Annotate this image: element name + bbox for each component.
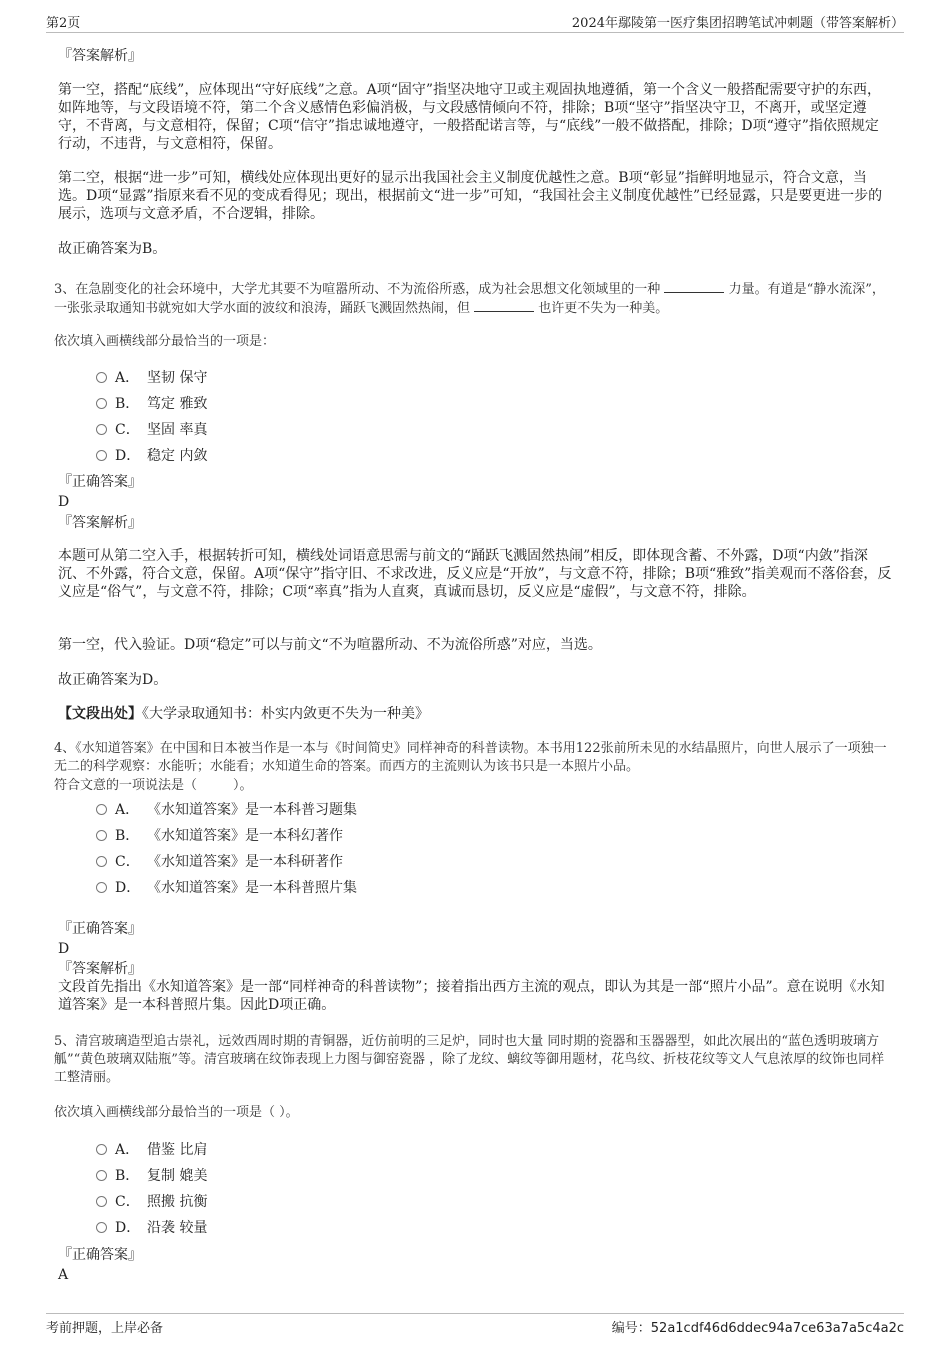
- q3-analysis-label: 『答案解析』: [58, 515, 142, 531]
- q4-prompt: 符合文意的一项说法是（ ）。: [54, 778, 253, 793]
- q3-stem: [54, 280, 894, 318]
- q3-conclusion: 故正确答案为D。: [58, 672, 168, 688]
- q3-option-b[interactable]: B． 笃定 雅致: [96, 394, 207, 414]
- q5-prompt: 依次填入画横线部分最恰当的一项是（ ）。: [54, 1105, 299, 1120]
- footer-note: 考前押题，上岸必备: [46, 1321, 164, 1336]
- radio-icon[interactable]: [96, 424, 107, 435]
- q5-option-b[interactable]: B． 复制 媲美: [96, 1166, 207, 1186]
- q3-stem-part1: 3、在急剧变化的社会环境中，大学尤其要不为喧嚣所动、不为流俗所惑，成为社会思想文化领域里的一种: [54, 282, 661, 297]
- q3-stem-part2: 力量。有道是“静水流深”，一张张录取通知书就宛如大学水面的波纹和浪涛，踊跃飞溅固然热闹，但: [54, 282, 885, 316]
- q3-answer: D: [58, 494, 70, 510]
- q3-source: [58, 705, 892, 723]
- q5-answer: A: [58, 1267, 69, 1283]
- page-header: [46, 0, 904, 33]
- q3-answer-label: 『正确答案』: [58, 474, 142, 490]
- footer-code: 编号：52a1cdf46d6ddec94a7ce63a7a5c4a2c: [611, 1321, 904, 1336]
- q3-blank-1: [664, 280, 724, 293]
- radio-icon[interactable]: [96, 856, 107, 867]
- q3-source-label: 【文段出处】: [58, 706, 142, 722]
- radio-icon[interactable]: [96, 882, 107, 893]
- q4-option-a[interactable]: A． 《水知道答案》是一本科普习题集: [96, 800, 357, 820]
- radio-icon[interactable]: [96, 1196, 107, 1207]
- q3-analysis-para1: 本题可从第二空入手，根据转折可知，横线处词语意思需与前文的“踊跃飞溅固然热闹”相反，即体现含蓄、不外露，D项“内敛”指深沉、不外露，符合文意，保留。A项“保守”指守旧、不求改进，反义应是“开放”，与文意不符，排除；B项“雅致”指美观而不落俗套，反义应是“俗气”，与文意不符，排除；C项“率真”指为人直爽，真诚而恳切，反义应是“虚假”，与文意不符，排除。: [58, 548, 892, 600]
- q3-stem-part3: 也许更不失为一种美。: [538, 301, 669, 316]
- q4-analysis: 文段首先指出《水知道答案》是一部“同样神奇的科普读物”；接着指出西方主流的观点，即认为其是一部“照片小品”。意在说明《水知道答案》是一本科普照片集。因此D项正确。: [58, 979, 885, 1013]
- q2-analysis-label: 『答案解析』: [58, 48, 142, 64]
- q4-option-b[interactable]: B． 《水知道答案》是一本科幻著作: [96, 826, 343, 846]
- q5-option-d[interactable]: D． 沿袭 较量: [96, 1218, 207, 1238]
- radio-icon[interactable]: [96, 372, 107, 383]
- page-number: 第2页: [46, 16, 81, 31]
- q4-analysis-label: 『答案解析』: [58, 961, 142, 977]
- radio-icon[interactable]: [96, 1170, 107, 1181]
- q4-option-c[interactable]: C． 《水知道答案》是一本科研著作: [96, 852, 343, 872]
- q4-answer-label: 『正确答案』: [58, 921, 142, 937]
- q3-blank-2: [474, 299, 534, 312]
- q3-analysis-para2: 第一空，代入验证。D项“稳定”可以与前文“不为喧嚣所动、不为流俗所惑”对应，当选。: [58, 637, 602, 653]
- q5-answer-label: 『正确答案』: [58, 1247, 142, 1263]
- page-footer: [46, 1313, 904, 1342]
- q5-option-a[interactable]: A． 借鉴 比肩: [96, 1140, 207, 1160]
- q3-option-a[interactable]: A． 坚韧 保守: [96, 368, 207, 388]
- radio-icon[interactable]: [96, 450, 107, 461]
- q2-analysis-para1: 第一空，搭配“底线”，应体现出“守好底线”之意。A项“固守”指坚决地守卫或主观固执地遵循，第一个含义一般搭配需要守护的东西，如阵地等，与文段语境不符，第二个含义感情色彩偏消极，与文段感情倾向不符，排除；B项“坚守”指坚决守卫，不离开，或坚定遵守，不背离，与文意相符，保留；C项“信守”指忠诚地遵守，一般搭配诺言等，与“底线”一般不做搭配，排除；D项“遵守”指依照规定行动，不违背，与文意相符，保留。: [58, 82, 882, 152]
- q4-stem: 4、《水知道答案》在中国和日本被当作是一本与《时间简史》同样神奇的科普读物。本书用122张前所未见的水结晶照片，向世人展示了一项独一无二的科学观察：水能听；水能看；水知道生命的答案。而西方的主流则认为该书只是一本照片小品。: [54, 741, 887, 774]
- q5-option-c[interactable]: C． 照搬 抗衡: [96, 1192, 207, 1212]
- q5-stem: 5、清宫玻璃造型追古崇礼，远效西周时期的青铜器，近仿前明的三足炉，同时也大量 同时期的瓷器和玉器器型，如此次展出的“蓝色透明玻璃方觚”“黄色玻璃双陆瓶”等。清宫玻璃在纹饰表现上力图与御窑瓷器 ，除了龙纹、螭纹等御用题材，花鸟纹、折枝花纹等文人气息浓厚的纹饰也同样工整清丽。: [54, 1034, 885, 1085]
- q4-answer: D: [58, 941, 70, 957]
- radio-icon[interactable]: [96, 830, 107, 841]
- q4-option-d[interactable]: D． 《水知道答案》是一本科普照片集: [96, 878, 357, 898]
- q3-option-d[interactable]: D． 稳定 内敛: [96, 446, 207, 466]
- q3-source-text: 《大学录取通知书：朴实内敛更不失为一种美》: [142, 706, 429, 722]
- radio-icon[interactable]: [96, 1144, 107, 1155]
- radio-icon[interactable]: [96, 804, 107, 815]
- q3-prompt: 依次填入画横线部分最恰当的一项是：: [54, 334, 276, 349]
- document-title: 2024年鄢陵第一医疗集团招聘笔试冲刺题（带答案解析）: [571, 16, 904, 31]
- q2-conclusion: 故正确答案为B。: [58, 241, 167, 257]
- radio-icon[interactable]: [96, 1222, 107, 1233]
- radio-icon[interactable]: [96, 398, 107, 409]
- q2-analysis-para2: 第二空，根据“进一步”可知，横线处应体现出更好的显示出我国社会主义制度优越性之意。B项“彰显”指鲜明地显示，符合文意，当选。D项“显露”指原来看不见的变成看得见；现出，根据前文“进一步”可知，“我国社会主义制度优越性”已经显露，只是要更进一步的展示，选项与文意矛盾，不合逻辑，排除。: [58, 170, 883, 222]
- q3-option-c[interactable]: C． 坚固 率真: [96, 420, 207, 440]
